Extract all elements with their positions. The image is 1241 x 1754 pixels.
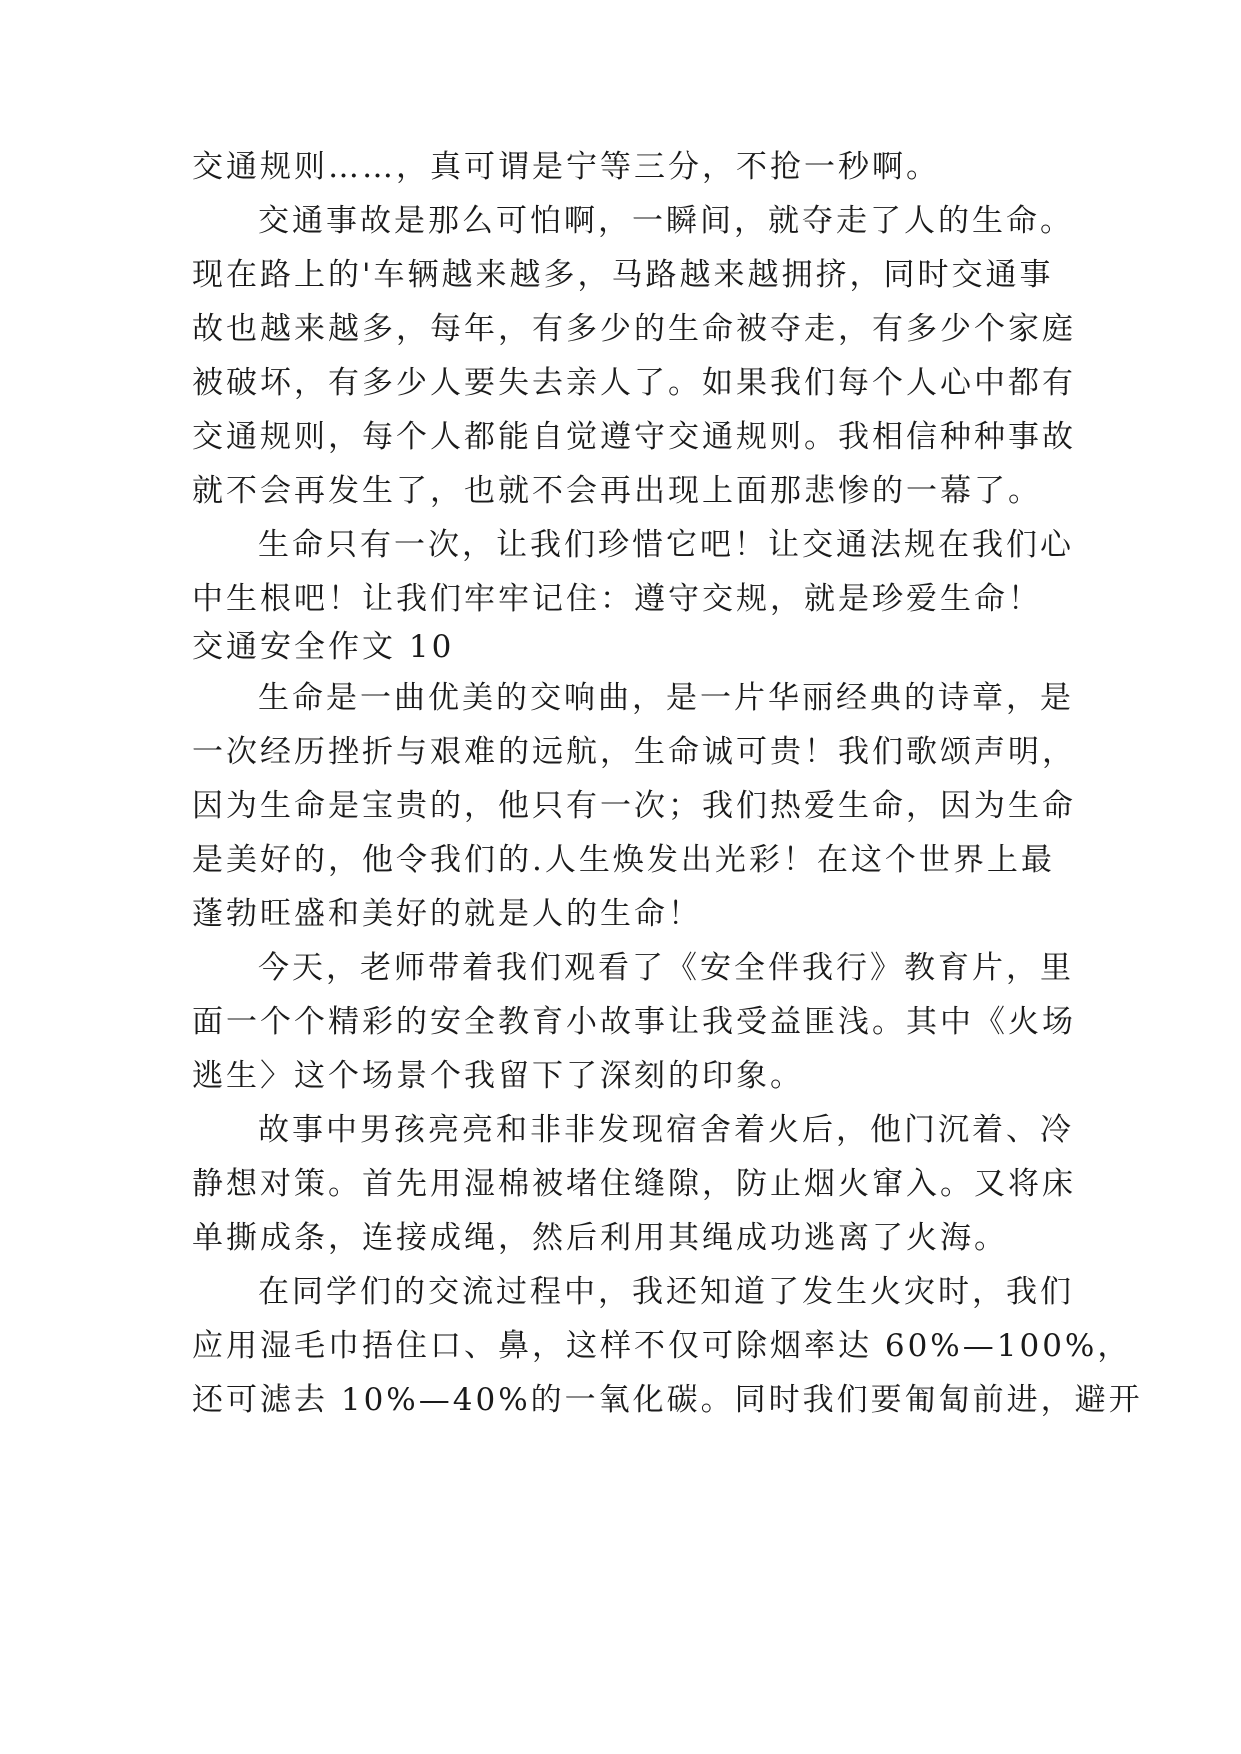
text-line: 交通规则……，真可谓是宁等三分，不抢一秒啊。: [192, 149, 940, 185]
paragraph-start-line: 生命只有一次，让我们珍惜它吧！让交通法规在我们心: [258, 527, 1074, 563]
text-line: 静想对策。首先用湿棉被堵住缝隙，防止烟火窜入。又将床: [192, 1166, 1076, 1202]
text-line: 故也越来越多，每年，有多少的生命被夺走，有多少个家庭: [192, 311, 1076, 347]
paragraph-start-line: 故事中男孩亮亮和非非发现宿舍着火后，他门沉着、冷: [258, 1112, 1074, 1148]
text-line: 应用湿毛巾捂住口、鼻，这样不仅可除烟率达 60%—100%，: [192, 1328, 1132, 1364]
paragraph-start-line: 交通事故是那么可怕啊，一瞬间，就夺走了人的生命。: [258, 203, 1074, 239]
text-line: 一次经历挫折与艰难的远航，生命诚可贵！我们歌颂声明，: [192, 734, 1076, 770]
section-heading: 交通安全作文 10: [192, 629, 455, 665]
paragraph-start-line: 今天，老师带着我们观看了《安全伴我行》教育片，里: [258, 950, 1074, 986]
paragraph-start-line: 在同学们的交流过程中，我还知道了发生火灾时，我们: [258, 1274, 1074, 1310]
text-line: 是美好的，他令我们的.人生焕发出光彩！在这个世界上最: [192, 842, 1055, 878]
text-line: 蓬勃旺盛和美好的就是人的生命！: [192, 896, 702, 932]
text-line: 面一个个精彩的安全教育小故事让我受益匪浅。其中《火场: [192, 1004, 1076, 1040]
text-line: 交通规则，每个人都能自觉遵守交通规则。我相信种种事故: [192, 419, 1076, 455]
text-line: 中生根吧！让我们牢牢记住：遵守交规，就是珍爱生命！: [192, 581, 1042, 617]
text-line: 就不会再发生了，也就不会再出现上面那悲惨的一幕了。: [192, 473, 1042, 509]
text-line: 逃生〉这个场景个我留下了深刻的印象。: [192, 1058, 804, 1094]
text-line: 因为生命是宝贵的，他只有一次；我们热爱生命，因为生命: [192, 788, 1076, 824]
text-line: 现在路上的'车辆越来越多，马路越来越拥挤，同时交通事: [192, 257, 1054, 293]
paragraph-start-line: 生命是一曲优美的交响曲，是一片华丽经典的诗章，是: [258, 680, 1074, 716]
text-line: 单撕成条，连接成绳，然后利用其绳成功逃离了火海。: [192, 1220, 1008, 1256]
text-line: 还可滤去 10%—40%的一氧化碳。同时我们要匍匐前进，避开: [192, 1382, 1143, 1418]
text-line: 被破坏，有多少人要失去亲人了。如果我们每个人心中都有: [192, 365, 1076, 401]
